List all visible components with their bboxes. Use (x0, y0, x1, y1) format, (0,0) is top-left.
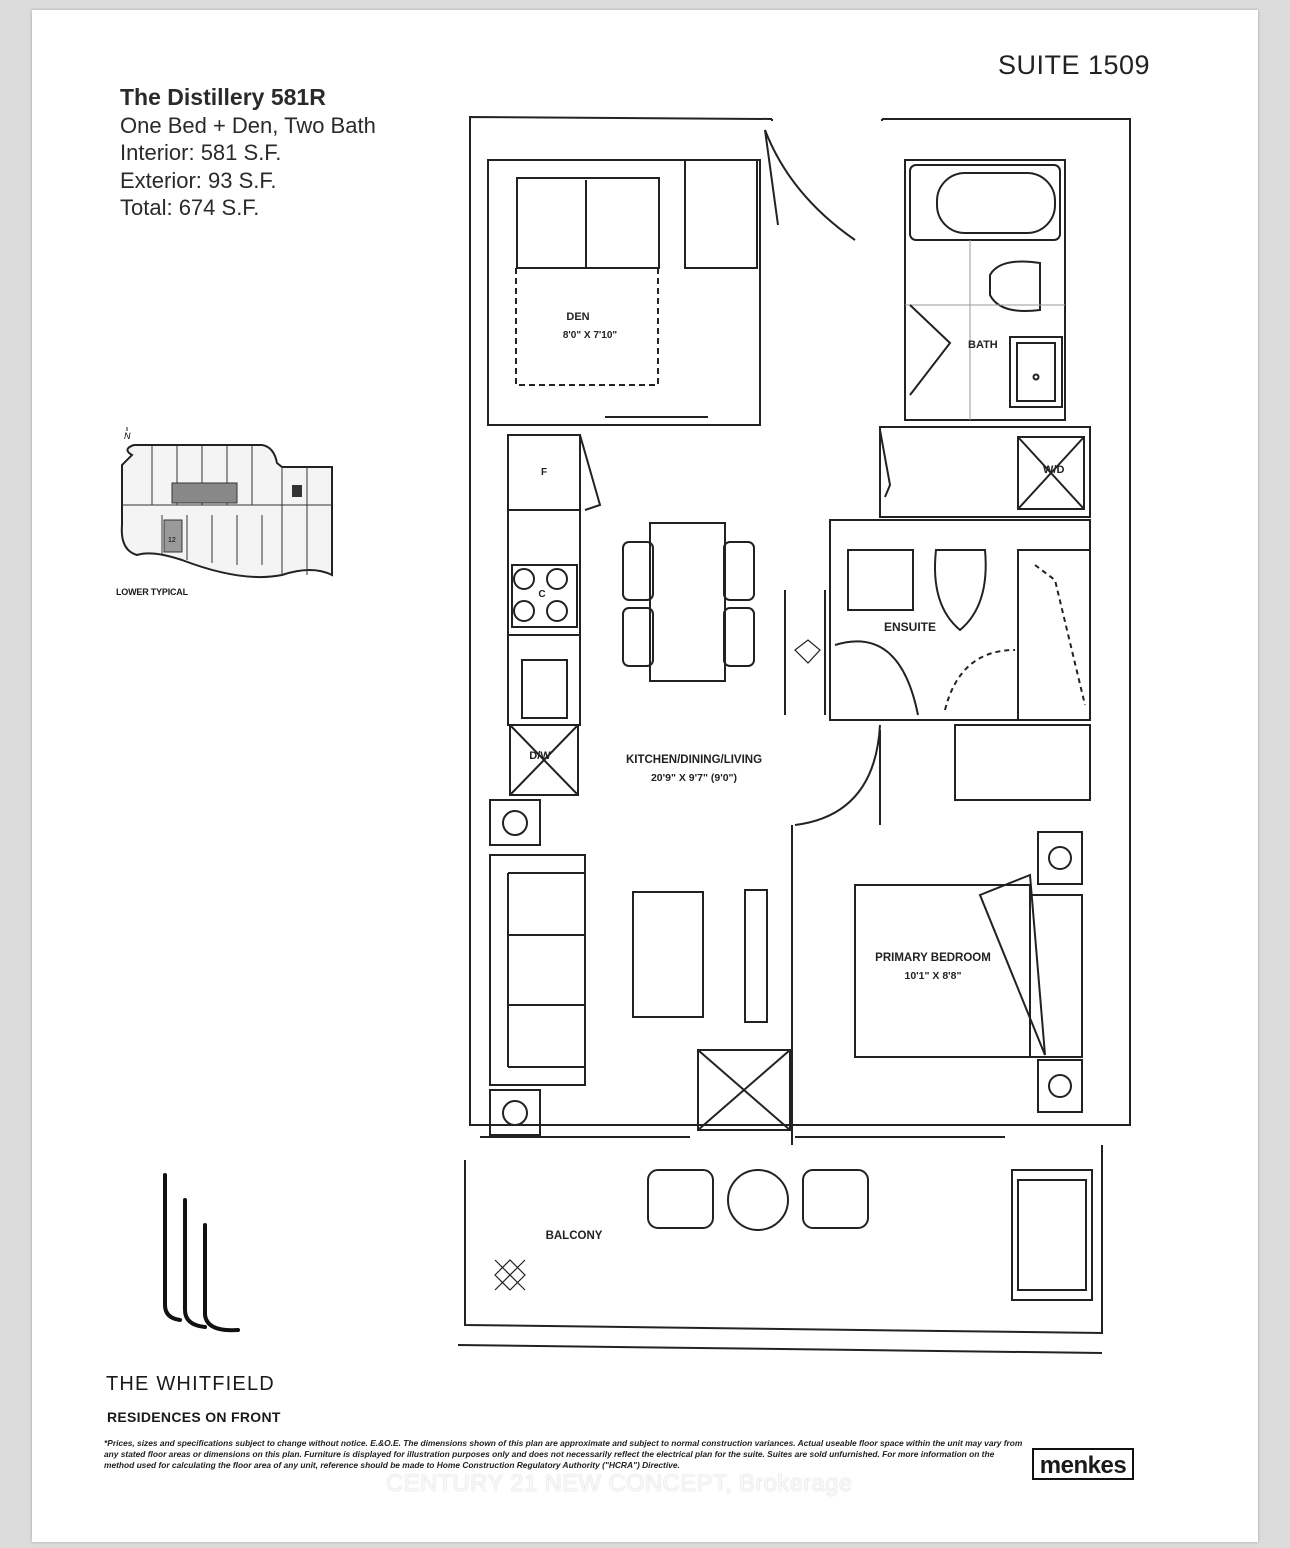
kitchen-counter (508, 435, 580, 725)
disclaimer: *Prices, sizes and specifications subject to change without notice. E.&O.E. The dimensions shown of this plan are approximate and subject to normal construction variances. Actual useable floor space within the unit may vary from any stated floor areas or dimensions on this plan. Furniture is displayed for illustration purposes only and does not necessarily reflect the electrical plan for the suite. Suites are sold unfurnished. For more information on the method used for calculating the floor area of any unit, reference should be made to Home Construction Regulatory Authority ("HCRA") Directive. (104, 1438, 1023, 1470)
wd-label: W/D (1043, 464, 1065, 476)
unit-interior: Interior: 581 S.F. (120, 140, 282, 165)
key-plan-label: LOWER TYPICAL (116, 587, 188, 597)
watermark: CENTURY 21 NEW CONCEPT, Brokerage (386, 1470, 853, 1497)
whitfield-logo (150, 1170, 250, 1350)
bedroom-size: 10'1" X 8'8" (904, 970, 962, 982)
bedroom-label: PRIMARY BEDROOM (875, 952, 991, 964)
unit-name: The Distillery 581R (120, 84, 326, 110)
floor-plan (440, 105, 1140, 1365)
unit-exterior: Exterior: 93 S.F. (120, 167, 277, 193)
unit-info (120, 84, 376, 222)
den-label: DEN (566, 311, 590, 323)
den-size: 8'0" X 7'10" (562, 330, 618, 341)
kitchen-size: 20'9" X 9'7" (9'0") (650, 772, 738, 784)
plant-icon (495, 640, 820, 1290)
fridge-label: F (540, 467, 548, 478)
ensuite-label: ENSUITE (883, 620, 937, 634)
suite-label: SUITE 1509 (998, 50, 1151, 80)
sofa (490, 855, 585, 1085)
brand-subtitle: RESIDENCES ON FRONT (107, 1409, 281, 1425)
unit-highlight (164, 520, 182, 552)
cooktop-label: C (538, 589, 546, 600)
kitchen-label: KITCHEN/DINING/LIVING (625, 754, 763, 766)
unit-type: One Bed + Den, Two Bath (120, 112, 376, 138)
unit-mark: 12 (168, 537, 176, 544)
brand-name: THE WHITFIELD (106, 1373, 275, 1395)
dw-label: D/W (529, 750, 551, 762)
north-arrow: N (124, 431, 131, 441)
balcony-label: BALCONY (545, 1230, 603, 1242)
key-plan (112, 425, 337, 585)
builder-logo: menkes (1032, 1448, 1134, 1480)
unit-total: Total: 674 S.F. (120, 195, 260, 220)
bath-label: BATH (968, 339, 998, 351)
